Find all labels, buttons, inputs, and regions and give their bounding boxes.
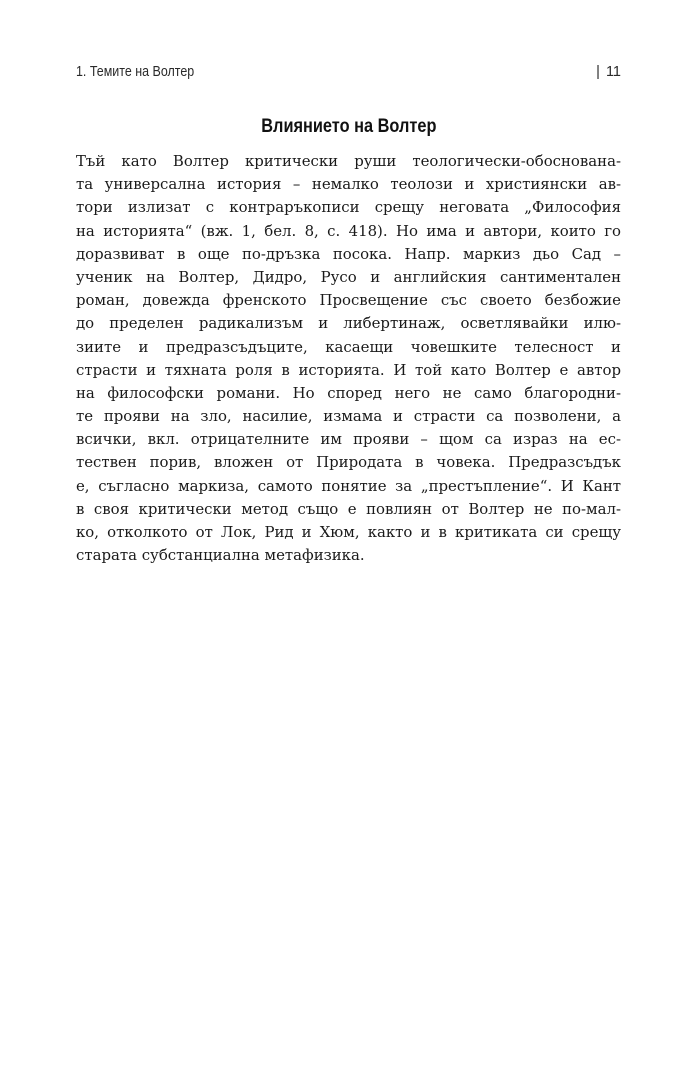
section-heading-text: Влиянието на Волтер — [260, 116, 437, 137]
text-line: в своя критически метод също е повлиян от Волтер не по-мал- — [76, 499, 621, 518]
text-line: всички, вкл. отрицателните им прояви – щом са израз на ес- — [76, 430, 621, 449]
text-line: те прояви на зло, насилие, измама и страсти са позволени, а — [76, 407, 621, 426]
text-line: ученик на Волтер, Дидро, Русо и английския сантиментален — [76, 267, 621, 286]
text-line: старата субстанциална метафизика. — [76, 546, 365, 565]
text-line: до пределен радикализъм и либертинаж, осветлявайки илю- — [76, 314, 621, 333]
text-line: доразвиват в още по-дръзка посока. Напр. маркиз дьо Сад – — [76, 244, 621, 263]
page-number: 11 — [605, 64, 621, 80]
text-line: тествен порив, вложен от Природата в човека. Предразсъдък — [76, 453, 621, 472]
text-line: та универсална история – немалко теолози и християнски ав- — [76, 175, 621, 194]
text-line: Тъй като Волтер критически руши теологически-обоснована- — [76, 152, 621, 170]
section-heading — [76, 116, 621, 138]
body-paragraph — [76, 150, 621, 567]
text-line: е, съгласно маркиза, самото понятие за „престъпление“. И Кант — [76, 476, 621, 495]
text-line: на историята“ (вж. 1, бел. 8, с. 418). Но има и автори, които го — [76, 221, 621, 240]
running-header — [76, 64, 621, 84]
page-folio — [596, 64, 621, 80]
text-line: роман, довежда френското Просвещение със своето безбожие — [76, 291, 621, 310]
text-line: на философски романи. Но според него не само благородни- — [76, 383, 621, 402]
text-line: тори излизат с контраръкописи срещу неговата „Философия — [76, 198, 621, 217]
text-line: страсти и тяхната роля в историята. И той като Волтер е автор — [76, 360, 621, 379]
text-line: ко, отколкото от Лок, Рид и Хюм, както и в критиката си срещу — [76, 523, 621, 541]
chapter-title: 1. Темите на Волтер — [76, 64, 195, 80]
text-line: зиите и предразсъдъците, касаещи човешките телесност и — [76, 337, 621, 356]
folio-separator: | — [596, 64, 600, 80]
